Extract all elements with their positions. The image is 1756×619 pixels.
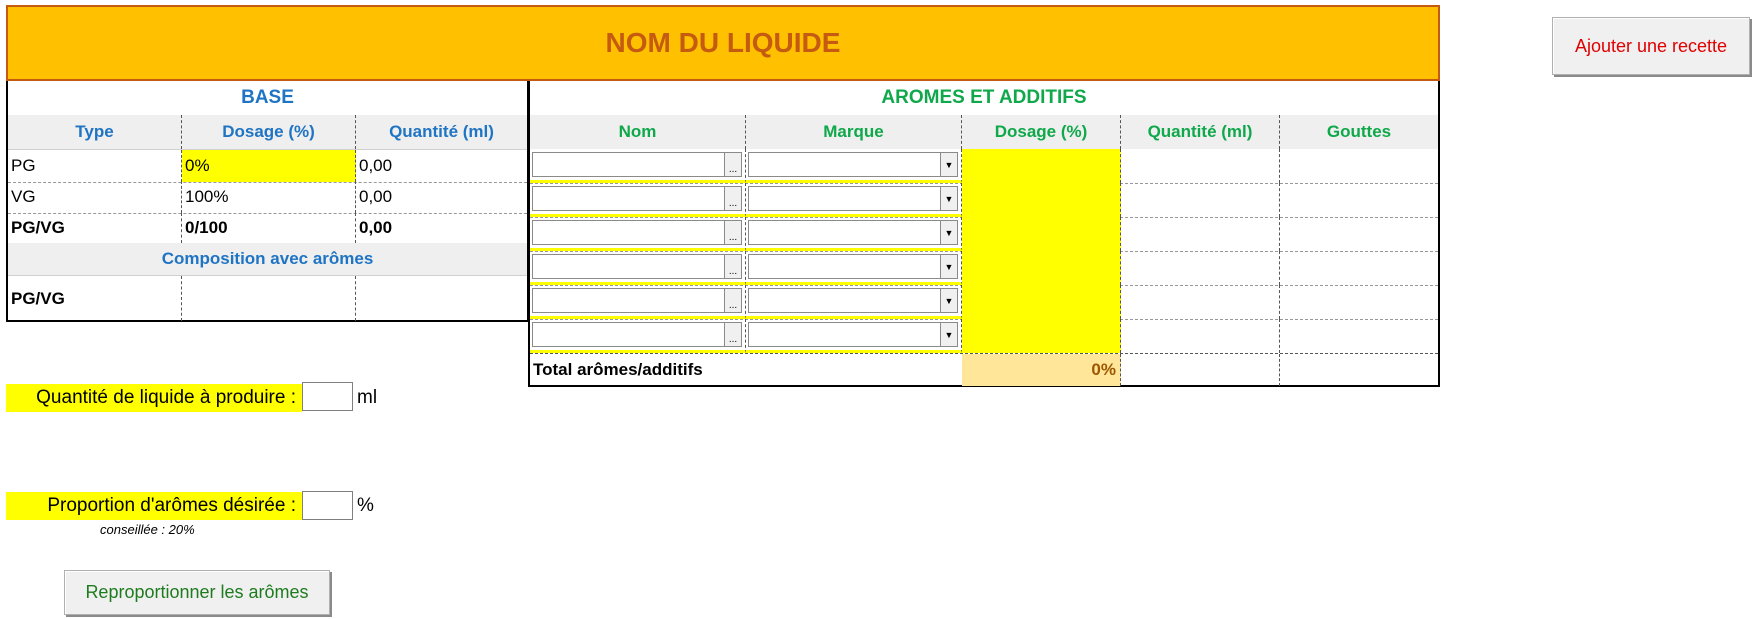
reproportion-button[interactable]: Reproportionner les arômes xyxy=(64,570,330,615)
aromes-gouttes-cell xyxy=(1280,183,1438,217)
base-row-ratio xyxy=(8,213,527,244)
chevron-down-icon[interactable]: ▼ xyxy=(940,221,957,244)
aromes-dosage-input[interactable] xyxy=(962,251,1121,285)
base-row-vg xyxy=(8,181,527,214)
aromes-marque-dropdown[interactable] xyxy=(748,186,958,211)
ellipsis-icon[interactable]: ... xyxy=(724,153,741,176)
aromes-nom-cell xyxy=(530,217,746,251)
base-quantite-cell: 0,00 xyxy=(359,218,393,237)
aromes-quantite-cell xyxy=(1121,149,1280,183)
proportion-input[interactable] xyxy=(302,491,353,520)
aromes-marque-cell xyxy=(746,217,962,251)
aromes-gouttes-cell xyxy=(1280,217,1438,251)
aromes-nom-combobox[interactable] xyxy=(532,186,742,211)
base-row-pg xyxy=(8,149,527,183)
base-type-cell: PG/VG xyxy=(8,213,182,243)
aromes-marque-cell xyxy=(746,319,962,353)
composition-row xyxy=(8,275,527,321)
add-recipe-button[interactable]: Ajouter une recette xyxy=(1552,17,1750,75)
base-col-dosage: Dosage (%) xyxy=(182,115,356,149)
aromes-total-quantite xyxy=(1121,354,1280,386)
proportion-unit: % xyxy=(357,495,374,516)
aromes-gouttes-cell xyxy=(1280,319,1438,353)
ellipsis-icon[interactable]: ... xyxy=(724,323,741,346)
aromes-dosage-input[interactable] xyxy=(962,149,1121,183)
aromes-dosage-input[interactable] xyxy=(962,285,1121,319)
base-dosage-cell: 0/100 xyxy=(182,213,356,243)
aromes-marque-cell xyxy=(746,251,962,285)
aromes-gouttes-cell xyxy=(1280,149,1438,183)
aromes-col-marque: Marque xyxy=(746,115,962,149)
aromes-col-gouttes: Gouttes xyxy=(1326,122,1392,141)
aromes-quantite-cell xyxy=(1121,319,1280,353)
aromes-nom-combobox[interactable] xyxy=(532,322,742,347)
aromes-row xyxy=(530,285,1438,320)
base-col-quantite: Quantité (ml) xyxy=(389,122,494,141)
aromes-marque-dropdown[interactable] xyxy=(748,322,958,347)
ellipsis-icon[interactable]: ... xyxy=(724,187,741,210)
aromes-quantite-cell xyxy=(1121,251,1280,285)
aromes-col-quantite: Quantité (ml) xyxy=(1121,115,1280,149)
aromes-quantite-cell xyxy=(1121,217,1280,251)
composition-quantite-cell xyxy=(356,276,527,321)
aromes-gouttes-cell xyxy=(1280,285,1438,319)
base-dosage-input[interactable]: 0% xyxy=(182,150,356,182)
aromes-dosage-input[interactable] xyxy=(962,183,1121,217)
proportion-label: Proportion d'arômes désirée : xyxy=(6,492,302,520)
aromes-nom-combobox[interactable] xyxy=(532,220,742,245)
ellipsis-icon[interactable]: ... xyxy=(724,255,741,278)
aromes-nom-cell xyxy=(530,285,746,319)
aromes-quantite-cell xyxy=(1121,285,1280,319)
aromes-gouttes-cell xyxy=(1280,251,1438,285)
base-type-cell: VG xyxy=(8,181,182,213)
ellipsis-icon[interactable]: ... xyxy=(724,289,741,312)
aromes-col-dosage: Dosage (%) xyxy=(962,115,1121,149)
proportion-hint: conseillée : 20% xyxy=(100,522,195,537)
quantity-label: Quantité de liquide à produire : xyxy=(6,384,302,412)
aromes-total-gouttes xyxy=(1280,354,1438,386)
chevron-down-icon[interactable]: ▼ xyxy=(940,323,957,346)
base-quantite-cell: 0,00 xyxy=(359,156,393,175)
aromes-quantite-cell xyxy=(1121,183,1280,217)
aromes-dosage-input[interactable] xyxy=(962,319,1121,353)
chevron-down-icon[interactable]: ▼ xyxy=(940,187,957,210)
composition-type-cell: PG/VG xyxy=(8,276,182,321)
aromes-marque-dropdown[interactable] xyxy=(748,254,958,279)
aromes-row xyxy=(530,183,1438,218)
base-dosage-cell: 100% xyxy=(182,181,356,213)
aromes-marque-dropdown[interactable] xyxy=(748,152,958,177)
aromes-marque-cell xyxy=(746,149,962,183)
aromes-nom-cell xyxy=(530,251,746,285)
chevron-down-icon[interactable]: ▼ xyxy=(940,289,957,312)
composition-dosage-cell xyxy=(182,276,356,321)
aromes-dosage-input[interactable] xyxy=(962,217,1121,251)
aromes-nom-cell xyxy=(530,319,746,353)
aromes-table xyxy=(528,81,1440,387)
base-header: BASE xyxy=(241,87,294,108)
aromes-header: AROMES ET ADDITIFS xyxy=(881,87,1087,108)
aromes-row xyxy=(530,251,1438,286)
aromes-col-nom: Nom xyxy=(530,115,746,149)
ellipsis-icon[interactable]: ... xyxy=(724,221,741,244)
chevron-down-icon[interactable]: ▼ xyxy=(940,255,957,278)
quantity-input[interactable] xyxy=(302,382,353,411)
aromes-nom-cell xyxy=(530,149,746,183)
aromes-nom-combobox[interactable] xyxy=(532,152,742,177)
aromes-total-label: Total arômes/additifs xyxy=(533,360,703,379)
base-quantite-cell: 0,00 xyxy=(359,187,393,206)
base-col-type: Type xyxy=(8,115,182,149)
liquid-name-title: NOM DU LIQUIDE xyxy=(6,5,1440,81)
aromes-nom-combobox[interactable] xyxy=(532,254,742,279)
aromes-row xyxy=(530,149,1438,184)
aromes-marque-cell xyxy=(746,285,962,319)
aromes-total-value: 0% xyxy=(962,354,1121,386)
aromes-marque-cell xyxy=(746,183,962,217)
chevron-down-icon[interactable]: ▼ xyxy=(940,153,957,176)
quantity-unit: ml xyxy=(357,387,378,408)
base-type-cell: PG xyxy=(8,150,182,182)
composition-header: Composition avec arômes xyxy=(161,249,374,268)
aromes-row xyxy=(530,319,1438,354)
base-table xyxy=(6,81,529,322)
aromes-nom-combobox[interactable] xyxy=(532,288,742,313)
aromes-marque-dropdown[interactable] xyxy=(748,288,958,313)
aromes-total-row xyxy=(530,353,1438,386)
aromes-row xyxy=(530,217,1438,252)
aromes-marque-dropdown[interactable] xyxy=(748,220,958,245)
aromes-nom-cell xyxy=(530,183,746,217)
